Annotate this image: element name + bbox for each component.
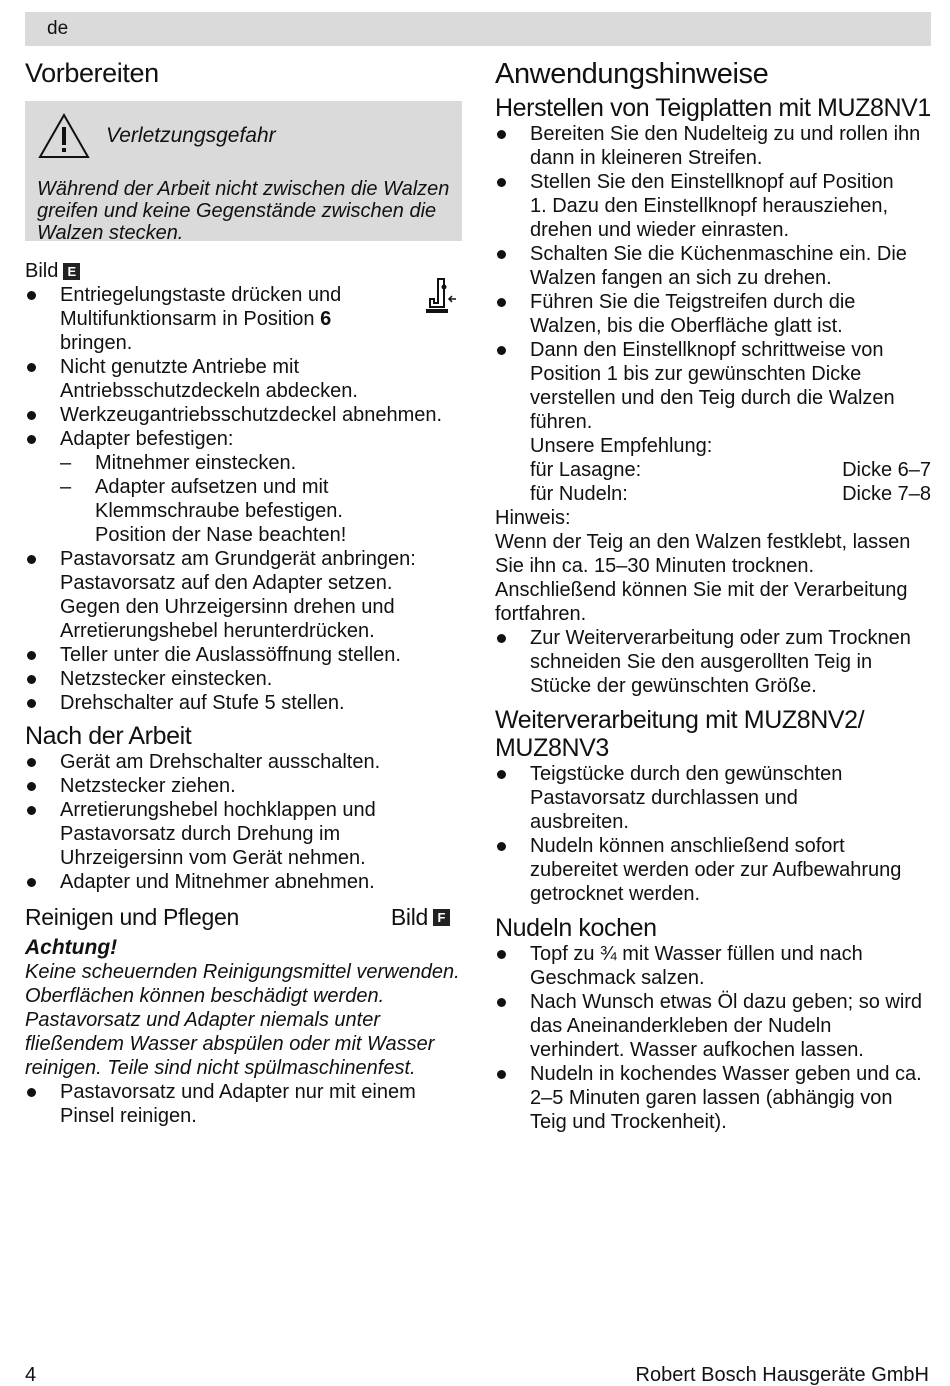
subsection-title-weiterverarbeitung: Weiterverarbeitung mit MUZ8NV2/ MUZ8NV3 [495, 706, 865, 762]
recommendation-value: Dicke 7–8 [842, 483, 931, 505]
weiterverarbeitung-steps [495, 762, 931, 906]
list-item: Stellen Sie den Einstellknopf auf Position 1. Dazu den Einstellknopf herausziehen, drehen und wieder einrasten. [495, 170, 931, 242]
warning-box [25, 101, 462, 244]
list-item: Netzstecker ziehen. [25, 774, 462, 798]
teigplatten-steps [495, 122, 931, 434]
recommendation-item: für Nudeln: [530, 483, 628, 505]
section-title-reinigen: Reinigen und Pflegen [25, 904, 239, 930]
recommendation-item: für Lasagne: [530, 459, 642, 481]
figure-label: Bild [390, 904, 428, 930]
list-item: Zur Weiterverarbeitung oder zum Trocknen schneiden Sie den ausgerollten Teig in Stücke der gewünschten Größe. [495, 626, 931, 698]
warning-text: Während der Arbeit nicht zwischen die Walzen greifen und keine Gegenstände zwischen die Walzen stecken. [37, 178, 450, 244]
teigplatten-final-step [495, 626, 931, 698]
nudeln-kochen-steps [495, 942, 931, 1134]
preparation-steps [25, 283, 462, 571]
recommendation-label: Unsere Empfehlung: [530, 435, 713, 457]
section-title-nach-der-arbeit: Nach der Arbeit [25, 722, 192, 750]
subsection-title-nudeln-kochen: Nudeln kochen [495, 914, 657, 942]
position-number: 6 [320, 308, 332, 330]
list-item: Netzstecker einstecken. [25, 667, 462, 691]
list-item: Nudeln in kochendes Wasser geben und ca. 2–5 Minuten garen lassen (abhängig von Teig und Trockenheit). [495, 1062, 931, 1134]
list-item: Arretierungshebel hochklappen und Pastavorsatz durch Drehung im Uhrzeigersinn vom Gerät nehmen. [25, 798, 462, 870]
language-code: de [47, 18, 69, 39]
attention-text: Pastavorsatz und Adapter niemals unter fließendem Wasser abspülen oder mit Wasser reinigen. Teile sind nicht spülmaschinenfest. [25, 1009, 435, 1079]
warning-header [37, 111, 450, 161]
figure-reference-f [391, 904, 450, 930]
list-item: Gerät am Drehschalter ausschalten. [25, 750, 462, 774]
list-item: Adapter befestigen: [25, 427, 462, 451]
list-item: Nudeln können anschließend sofort zubereitet werden oder zur Aufbewahrung getrocknet werden. [495, 834, 931, 906]
list-item: Teller unter die Auslassöffnung stellen. [25, 643, 462, 667]
attention-label: Achtung! [25, 936, 118, 959]
list-item: Adapter und Mitnehmer abnehmen. [25, 870, 462, 894]
list-item: Teigstücke durch den gewünschten Pastavorsatz durchlassen und ausbreiten. [495, 762, 931, 834]
list-item: Pastavorsatz am Grundgerät anbringen: [25, 547, 462, 571]
recommendation-value: Dicke 6–7 [842, 459, 931, 481]
list-item: Bereiten Sie den Nudelteig zu und rollen ihn dann in kleineren Streifen. [495, 122, 931, 170]
list-item: Dann den Einstellknopf schrittweise von Position 1 bis zur gewünschten Dicke verstellen und den Teig durch die Walzen führen. [495, 338, 931, 434]
subsection-title-teigplatten: Herstellen von Teigplatten mit MUZ8NV1 [495, 94, 931, 122]
list-item: Pastavorsatz und Adapter nur mit einem Pinsel reinigen. [25, 1080, 462, 1128]
figure-label: Bild [25, 260, 59, 282]
warning-triangle-icon [37, 112, 91, 160]
company-name: Robert Bosch Hausgeräte GmbH [635, 1364, 929, 1386]
cleaning-steps [25, 1080, 462, 1128]
step-text-cont: bringen. [60, 332, 133, 354]
list-item: Führen Sie die Teigstreifen durch die Walzen, bis die Oberfläche glatt ist. [495, 290, 931, 338]
after-work-steps [25, 750, 462, 894]
list-item: Drehschalter auf Stufe 5 stellen. [25, 691, 462, 715]
sub-list-item: – Adapter aufsetzen und mit Klemmschraube befestigen. Position der Nase beachten! [25, 475, 462, 547]
page-number: 4 [25, 1364, 37, 1386]
recommendation-row [495, 482, 931, 506]
hint-text: Wenn der Teig an den Walzen festklebt, lassen Sie ihn ca. 15–30 Minuten trocknen. Anschließend können Sie mit der Verarbeitung fortfahren. [495, 531, 911, 625]
list-item: Nach Wunsch etwas Öl dazu geben; so wird das Aneinanderkleben der Nudeln verhindert. Wasser aufkochen lassen. [495, 990, 931, 1062]
cleaning-heading-row [25, 904, 462, 930]
list-item: Topf zu ¾ mit Wasser füllen und nach Geschmack salzen. [495, 942, 931, 990]
sub-list-item: – Mitnehmer einstecken. [25, 451, 462, 475]
attention-text: Keine scheuernden Reinigungsmittel verwenden. Oberflächen können beschädigt werden. [25, 961, 460, 1007]
step-text: Entriegelungstaste drücken und [60, 284, 342, 306]
multifunction-arm-position-icon [422, 275, 458, 317]
preparation-steps-2 [25, 643, 462, 715]
recommendation-row [495, 458, 931, 482]
language-header-bar [25, 12, 931, 46]
left-column [25, 58, 462, 1128]
section-title-anwendungshinweise: Anwendungshinweise [495, 58, 769, 90]
section-title-vorbereiten: Vorbereiten [25, 58, 159, 88]
hint-label: Hinweis: [495, 507, 571, 529]
warning-title: Verletzungsgefahr [106, 124, 276, 147]
right-column [495, 58, 931, 1134]
figure-reference-e [25, 259, 80, 283]
list-item [25, 283, 462, 355]
list-item: Schalten Sie die Küchenmaschine ein. Die Walzen fangen an sich zu drehen. [495, 242, 931, 290]
list-item: Werkzeugantriebsschutzdeckel abnehmen. [25, 403, 462, 427]
figure-letter-box: F [433, 909, 450, 926]
figure-letter-box: E [63, 263, 80, 280]
list-item: Nicht genutzte Antriebe mit Antriebsschutzdeckeln abdecken. [25, 355, 462, 403]
step-text-cont: Multifunktionsarm in Position [60, 308, 321, 330]
step-continuation: Pastavorsatz auf den Adapter setzen. Gegen den Uhrzeigersinn drehen und Arretierungshebel herunterdrücken. [60, 572, 395, 642]
